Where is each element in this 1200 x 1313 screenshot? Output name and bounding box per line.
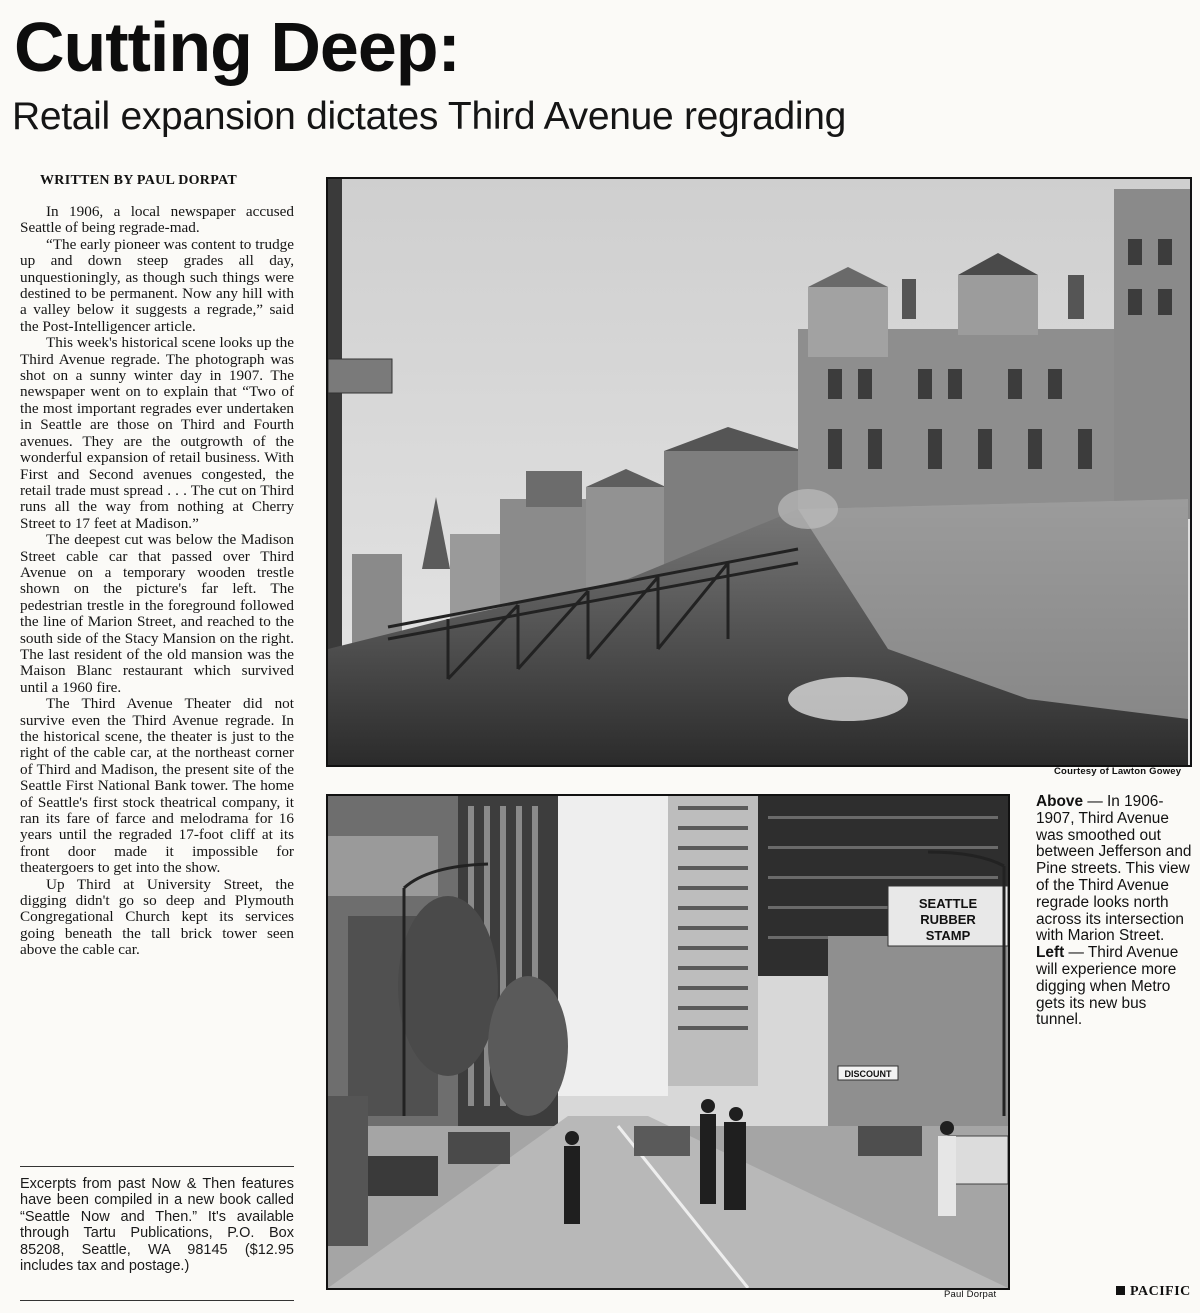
article-paragraph: The Third Avenue Theater did not survive even the Third Avenue regrade. In the historical scene, the theater is just to the right of the cable car, at the northeast corner of Third and Madison, the present site of the Seattle First National Bank tower. The home of Seattle's first stock theatrical company, it ran its fare of farce and melodrama for 16 years until the regraded 17-foot cliff at its front door made it impossible for theatergoers to get into the show. bbox=[20, 695, 294, 877]
historic-photo bbox=[326, 177, 1192, 767]
storefront-sign-line: RUBBER bbox=[920, 912, 976, 927]
section-name: PACIFIC bbox=[1130, 1284, 1191, 1299]
caption-text-above: — In 1906-1907, Third Avenue was smoothed out between Jefferson and Pine streets. This view of the Third Avenue regrade looks north across its intersection with Marion Street. bbox=[1036, 793, 1192, 945]
photo-caption bbox=[1036, 794, 1192, 1029]
section-footer bbox=[1116, 1284, 1191, 1300]
historic-photo-credit: Courtesy of Lawton Gowey bbox=[1054, 766, 1182, 777]
article-paragraph: The deepest cut was below the Madison Street cable car that passed over Third Avenue on a temporary wooden trestle shown on the picture's far left. The pedestrian trestle in the foreground followed the line of Marion Street, and reached to the south side of the Stacy Mansion on the right. The last resident of the old mansion was the Maison Blanc restaurant which survived until a 1960 fire. bbox=[20, 531, 294, 696]
modern-photo bbox=[326, 794, 1010, 1290]
storefront-sign-line: STAMP bbox=[925, 928, 971, 943]
caption-text-left: — Third Avenue will experience more digging when Metro gets its new bus tunnel. bbox=[1036, 944, 1179, 1029]
headline-subtitle: Retail expansion dictates Third Avenue regrading bbox=[12, 95, 847, 138]
caption-label-above: Above bbox=[1036, 793, 1084, 810]
article-paragraph: In 1906, a local newspaper accused Seattle of being regrade-mad. bbox=[20, 203, 294, 237]
caption-label-left: Left bbox=[1036, 944, 1065, 962]
storefront-sign-small: DISCOUNT bbox=[844, 1069, 892, 1079]
storefront-sign-line: SEATTLE bbox=[918, 896, 978, 911]
modern-photo-illustration bbox=[328, 796, 1008, 1288]
article-paragraph: This week's historical scene looks up the Third Avenue regrade. The photograph was shot on a sunny winter day in 1907. The newspaper went on to explain that “Two of the most important regrades ever undertaken in Seattle are those on Third and Fourth avenues. They are the outgrowth of the wonderful expansion of retail business. With First and Second avenues congested, the retail trade must spread . . . The cut on Third runs all the way from nothing at Cherry Street to 17 feet at Madison.” bbox=[20, 334, 294, 532]
article-paragraph: Up Third at University Street, the digging didn't go so deep and Plymouth Congregational Church kept its services going beneath the tall brick tower seen above the cable car. bbox=[20, 875, 294, 959]
historic-photo-illustration bbox=[328, 179, 1190, 765]
modern-photo-credit: Paul Dorpat bbox=[944, 1289, 997, 1300]
byline: WRITTEN BY PAUL DORPAT bbox=[40, 173, 238, 188]
section-square-icon bbox=[1116, 1286, 1125, 1295]
book-excerpt-note: Excerpts from past Now & Then features have been compiled in a new book called “Seattle Now and Then.” It's available through Tartu Publications, P.O. Box 85208, Seattle, WA 98145 ($12.95 includes tax and postage.) bbox=[20, 1176, 294, 1275]
article-paragraph: “The early pioneer was content to trudge up and down steep grades all day, unquestioningly, as though such things were destined to be permanent. Now any hill with a valley below it suggests a regrade,” said the Post-Intelligencer article. bbox=[20, 235, 294, 335]
divider-rule bbox=[20, 1166, 294, 1167]
headline-title: Cutting Deep: bbox=[14, 8, 460, 86]
article-body bbox=[20, 204, 294, 959]
divider-rule bbox=[20, 1300, 294, 1301]
